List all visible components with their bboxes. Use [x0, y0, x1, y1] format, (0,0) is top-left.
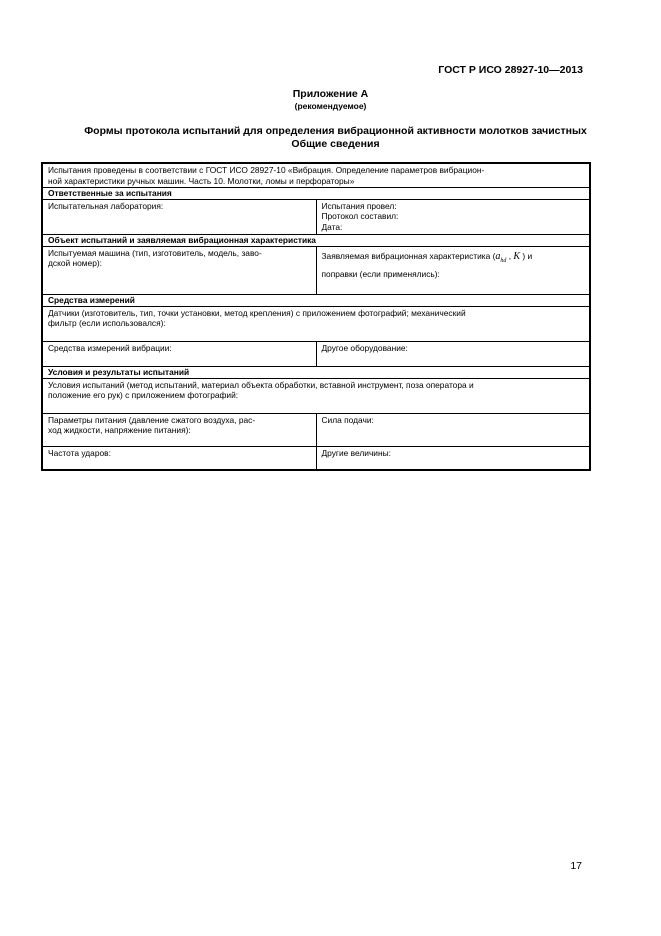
- section-row: [42, 234, 590, 246]
- test-report-form: [41, 162, 591, 471]
- declared-separator: ,: [506, 250, 514, 261]
- conditions-line-1: Условия испытаний (метод испытаний, материал объекта обработки, вставной инструмент, поза оператора и: [48, 379, 474, 390]
- form-subtitle: Общие сведения: [291, 138, 380, 150]
- power-line-2: ход жидкости, напряжение питания):: [48, 425, 191, 435]
- intro-cell: [42, 163, 590, 187]
- appendix-title: Приложение А: [292, 88, 369, 100]
- declared-a-subscript: hd: [500, 257, 507, 264]
- sensors-field[interactable]: [42, 306, 590, 341]
- declared-prefix: Заявляемая вибрационная характеристика (: [321, 250, 496, 261]
- conditions-row: [42, 378, 590, 413]
- other-values-label: Другие величины:: [321, 447, 391, 458]
- form-title: Формы протокола испытаний для определения вибрационной активности молотков зачистных: [84, 125, 587, 137]
- power-field[interactable]: [42, 413, 316, 446]
- machine-line-1: Испытуемая машина (тип, изготовитель, модель, заво-: [48, 247, 262, 258]
- object-row: [42, 246, 590, 294]
- declared-k-symbol: K: [513, 250, 521, 262]
- section-row: [42, 366, 590, 378]
- date-label: Дата:: [321, 221, 343, 232]
- section-row: [42, 187, 590, 199]
- conducted-label: Испытания провел:: [321, 200, 397, 211]
- feed-force-field[interactable]: [316, 413, 590, 446]
- conditions-line-2: положение его рук) с приложением фотографий:: [48, 390, 239, 400]
- declared-field[interactable]: [316, 246, 590, 294]
- machine-line-2: дской номер):: [48, 258, 102, 268]
- other-equipment-field[interactable]: [316, 341, 590, 366]
- lab-label: Испытательная лаборатория:: [48, 200, 164, 211]
- responsible-field[interactable]: [316, 199, 590, 234]
- declared-a-symbol: a: [495, 250, 501, 262]
- intro-line-2: ной характеристики ручных машин. Часть 10. Молотки, ломы и перфораторы»: [48, 175, 355, 186]
- section-row: [42, 294, 590, 306]
- other-equipment-label: Другое оборудование:: [321, 342, 408, 353]
- conditions-field[interactable]: [42, 378, 590, 413]
- declared-suffix: ) и: [520, 250, 533, 261]
- intro-line-1: Испытания проведены в соответствии с ГОСТ ИСО 28927-10 «Вибрация. Определение параметров вибрацион-: [48, 165, 485, 175]
- declared-line-1: [322, 248, 586, 267]
- power-line-1: Параметры питания (давление сжатого воздуха, рас-: [48, 414, 256, 425]
- other-values-field[interactable]: [316, 446, 590, 470]
- protocol-label: Протокол составил:: [321, 211, 399, 221]
- section-responsible: Ответственные за испытания: [42, 187, 590, 199]
- machine-field[interactable]: [42, 246, 316, 294]
- section-conditions: Условия и результаты испытаний: [42, 366, 590, 378]
- sensors-line-1: Датчики (изготовитель, тип, точки установки, метод крепления) с приложением фотографий; механический: [48, 307, 466, 318]
- appendix-subtitle: (рекомендуемое): [294, 101, 367, 111]
- instruments-row: [42, 341, 590, 366]
- lab-field[interactable]: [42, 199, 316, 234]
- intro-row: [42, 163, 590, 187]
- sensors-row: [42, 306, 590, 341]
- declared-line-2: поправки (если применялись):: [321, 269, 440, 279]
- page-number: 17: [570, 860, 582, 872]
- impact-frequency-label: Частота ударов:: [48, 447, 111, 458]
- section-object: Объект испытаний и заявляемая вибрационная характеристика: [42, 234, 590, 246]
- frequency-row: [42, 446, 590, 470]
- feed-force-label: Сила подачи:: [321, 414, 374, 425]
- responsible-row: [42, 199, 590, 234]
- sensors-line-2: фильтр (если использовался):: [48, 318, 166, 328]
- document-number: ГОСТ Р ИСО 28927-10—2013: [438, 64, 583, 76]
- power-row: [42, 413, 590, 446]
- vibration-instruments-field[interactable]: [42, 341, 316, 366]
- section-instruments: Средства измерений: [42, 294, 590, 306]
- vibration-instruments-label: Средства измерений вибрации:: [48, 342, 172, 353]
- impact-frequency-field[interactable]: [42, 446, 316, 470]
